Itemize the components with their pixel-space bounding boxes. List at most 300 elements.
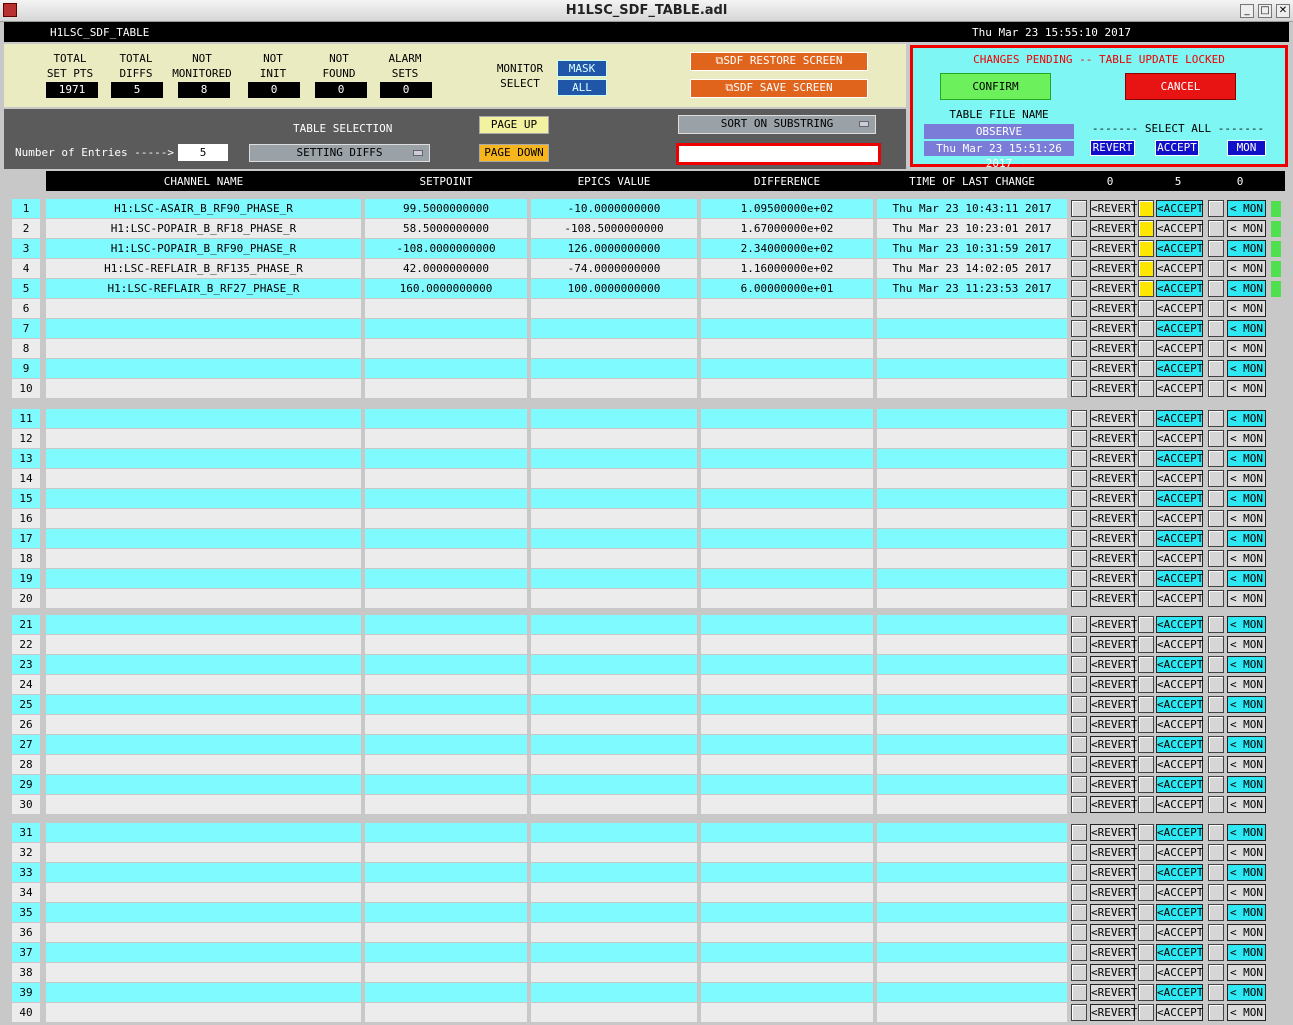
row-mon-button[interactable]: < MON: [1227, 964, 1266, 981]
row-mon-button[interactable]: < MON: [1227, 240, 1266, 257]
accept-checkbox[interactable]: [1138, 590, 1154, 607]
cell-channel-name: [46, 319, 361, 338]
mon-checkbox[interactable]: [1208, 340, 1224, 357]
row-accept-button[interactable]: <ACCEPT: [1157, 638, 1204, 651]
stat-label-line1: NOT: [192, 52, 212, 65]
accept-checkbox[interactable]: [1138, 696, 1154, 713]
row-revert-button[interactable]: <REVERT: [1091, 926, 1138, 939]
cancel-button[interactable]: CANCEL: [1125, 73, 1236, 100]
row-number: 38: [12, 963, 40, 982]
row-revert-button[interactable]: <REVERT: [1091, 758, 1138, 771]
cell-setpoint: [365, 943, 527, 962]
row-mon-button[interactable]: < MON: [1227, 904, 1266, 921]
revert-checkbox[interactable]: [1071, 964, 1087, 981]
row-accept-button[interactable]: <ACCEPT: [1157, 1006, 1204, 1019]
revert-checkbox[interactable]: [1071, 550, 1087, 567]
row-mon-button[interactable]: < MON: [1227, 636, 1266, 653]
revert-checkbox[interactable]: [1071, 260, 1087, 277]
revert-checkbox[interactable]: [1071, 380, 1087, 397]
mon-checkbox[interactable]: [1208, 796, 1224, 813]
cell-time-of-last-change: [877, 863, 1067, 882]
row-mon-button[interactable]: < MON: [1227, 280, 1266, 297]
row-mon-button[interactable]: < MON: [1227, 220, 1266, 237]
accept-checkbox[interactable]: [1138, 944, 1154, 961]
revert-checkbox[interactable]: [1071, 796, 1087, 813]
row-mon-button[interactable]: < MON: [1227, 550, 1266, 567]
row-accept-button[interactable]: <ACCEPT: [1157, 758, 1204, 771]
row-accept-button[interactable]: <ACCEPT: [1157, 382, 1204, 395]
row-accept-button[interactable]: <ACCEPT: [1157, 362, 1204, 375]
revert-checkbox[interactable]: [1071, 410, 1087, 427]
mon-checkbox[interactable]: [1208, 450, 1224, 467]
row-accept-button[interactable]: <ACCEPT: [1157, 592, 1204, 605]
row-revert-button[interactable]: <REVERT: [1091, 222, 1138, 235]
accept-checkbox[interactable]: [1138, 904, 1154, 921]
row-accept-button[interactable]: <ACCEPT: [1157, 432, 1204, 445]
row-mon-button[interactable]: < MON: [1227, 716, 1266, 733]
row-accept-button[interactable]: <ACCEPT: [1157, 738, 1204, 751]
row-mon-button[interactable]: < MON: [1227, 696, 1266, 713]
sdf-restore-screen-button[interactable]: ⧉SDF RESTORE SCREEN: [690, 52, 868, 71]
row-mon-button[interactable]: < MON: [1227, 824, 1266, 841]
row-mon-button[interactable]: < MON: [1227, 340, 1266, 357]
mon-checkbox[interactable]: [1208, 756, 1224, 773]
cell-time-of-last-change: [877, 339, 1067, 358]
mon-checkbox[interactable]: [1208, 200, 1224, 217]
revert-checkbox[interactable]: [1071, 320, 1087, 337]
row-accept-button[interactable]: <ACCEPT: [1157, 242, 1204, 255]
cell-channel-name: [46, 883, 361, 902]
revert-checkbox[interactable]: [1071, 824, 1087, 841]
revert-checkbox[interactable]: [1071, 844, 1087, 861]
row-revert-button[interactable]: <REVERT: [1091, 1006, 1138, 1019]
accept-checkbox[interactable]: [1138, 716, 1154, 733]
row-revert-button[interactable]: <REVERT: [1091, 906, 1138, 919]
row-revert-button[interactable]: <REVERT: [1091, 966, 1138, 979]
accept-checkbox[interactable]: [1138, 616, 1154, 633]
row-revert-button[interactable]: <REVERT: [1091, 678, 1138, 691]
revert-checkbox[interactable]: [1071, 200, 1087, 217]
revert-checkbox[interactable]: [1071, 530, 1087, 547]
row-accept-button[interactable]: <ACCEPT: [1157, 678, 1204, 691]
accept-checkbox[interactable]: [1138, 924, 1154, 941]
window-titlebar[interactable]: [0, 0, 1293, 22]
row-mon-button[interactable]: < MON: [1227, 796, 1266, 813]
mon-checkbox[interactable]: [1208, 550, 1224, 567]
row-accept-button[interactable]: <ACCEPT: [1157, 618, 1204, 631]
row-accept-button[interactable]: <ACCEPT: [1157, 202, 1204, 215]
accept-checkbox[interactable]: [1138, 1004, 1154, 1021]
row-accept-button[interactable]: <ACCEPT: [1157, 222, 1204, 235]
all-button[interactable]: ALL: [557, 79, 607, 96]
row-revert-button[interactable]: <REVERT: [1091, 986, 1138, 999]
mon-checkbox[interactable]: [1208, 984, 1224, 1001]
revert-checkbox[interactable]: [1071, 570, 1087, 587]
cell-setpoint: [365, 695, 527, 714]
revert-checkbox[interactable]: [1071, 756, 1087, 773]
mon-checkbox[interactable]: [1208, 904, 1224, 921]
row-revert-button[interactable]: <REVERT: [1091, 432, 1138, 445]
row-accept-button[interactable]: <ACCEPT: [1157, 826, 1204, 839]
mon-checkbox[interactable]: [1208, 510, 1224, 527]
cell-setpoint: [365, 983, 527, 1002]
select-all-revert-button[interactable]: REVERT: [1090, 140, 1135, 156]
select-all-accept-button[interactable]: ACCEPT: [1155, 140, 1199, 156]
row-mon-button[interactable]: < MON: [1227, 380, 1266, 397]
revert-checkbox[interactable]: [1071, 984, 1087, 1001]
accept-checkbox[interactable]: [1138, 864, 1154, 881]
row-accept-button[interactable]: <ACCEPT: [1157, 532, 1204, 545]
accept-checkbox[interactable]: [1138, 340, 1154, 357]
row-accept-button[interactable]: <ACCEPT: [1157, 906, 1204, 919]
revert-checkbox[interactable]: [1071, 1004, 1087, 1021]
row-mon-button[interactable]: < MON: [1227, 616, 1266, 633]
row-revert-button[interactable]: <REVERT: [1091, 202, 1138, 215]
mon-checkbox[interactable]: [1208, 320, 1224, 337]
row-accept-button[interactable]: <ACCEPT: [1157, 572, 1204, 585]
mon-checkbox[interactable]: [1208, 300, 1224, 317]
mask-button[interactable]: MASK: [557, 60, 607, 77]
row-revert-button[interactable]: <REVERT: [1091, 472, 1138, 485]
row-number: 4: [12, 259, 40, 278]
cell-epics-value: [531, 843, 697, 862]
row-accept-button[interactable]: <ACCEPT: [1157, 262, 1204, 275]
revert-checkbox[interactable]: [1071, 340, 1087, 357]
row-revert-button[interactable]: <REVERT: [1091, 946, 1138, 959]
row-revert-button[interactable]: <REVERT: [1091, 322, 1138, 335]
revert-checkbox[interactable]: [1071, 716, 1087, 733]
substring-input-frame: [676, 143, 881, 165]
row-revert-button[interactable]: <REVERT: [1091, 302, 1138, 315]
row-revert-button[interactable]: <REVERT: [1091, 738, 1138, 751]
row-mon-button[interactable]: < MON: [1227, 410, 1266, 427]
row-mon-button[interactable]: < MON: [1227, 844, 1266, 861]
cell-epics-value: [531, 429, 697, 448]
revert-checkbox[interactable]: [1071, 360, 1087, 377]
row-mon-button[interactable]: < MON: [1227, 756, 1266, 773]
accept-checkbox[interactable]: [1138, 984, 1154, 1001]
accept-checkbox[interactable]: [1138, 570, 1154, 587]
row-revert-button[interactable]: <REVERT: [1091, 382, 1138, 395]
mon-checkbox[interactable]: [1208, 736, 1224, 753]
revert-checkbox[interactable]: [1071, 490, 1087, 507]
cell-time-of-last-change: [877, 429, 1067, 448]
mon-checkbox[interactable]: [1208, 1004, 1224, 1021]
mon-checkbox[interactable]: [1208, 716, 1224, 733]
accept-checkbox[interactable]: [1138, 884, 1154, 901]
row-accept-button[interactable]: <ACCEPT: [1157, 966, 1204, 979]
accept-checkbox[interactable]: [1138, 550, 1154, 567]
row-mon-button[interactable]: < MON: [1227, 570, 1266, 587]
row-revert-button[interactable]: <REVERT: [1091, 452, 1138, 465]
accept-checkbox[interactable]: [1138, 636, 1154, 653]
row-accept-button[interactable]: <ACCEPT: [1157, 492, 1204, 505]
row-revert-button[interactable]: <REVERT: [1091, 826, 1138, 839]
mon-checkbox[interactable]: [1208, 260, 1224, 277]
cell-difference: [701, 843, 873, 862]
close-button[interactable]: ✕: [1276, 4, 1290, 18]
mon-checkbox[interactable]: [1208, 470, 1224, 487]
mon-checkbox[interactable]: [1208, 530, 1224, 547]
row-number: 33: [12, 863, 40, 882]
accept-checkbox[interactable]: [1138, 380, 1154, 397]
table-selection-label: TABLE SELECTION: [293, 122, 393, 135]
cell-epics-value: [531, 1003, 697, 1022]
row-revert-button[interactable]: <REVERT: [1091, 618, 1138, 631]
row-mon-button[interactable]: < MON: [1227, 656, 1266, 673]
row-accept-button[interactable]: <ACCEPT: [1157, 282, 1204, 295]
row-accept-button[interactable]: <ACCEPT: [1157, 798, 1204, 811]
accept-checkbox[interactable]: [1138, 300, 1154, 317]
row-mon-button[interactable]: < MON: [1227, 450, 1266, 467]
cell-time-of-last-change: Thu Mar 23 11:23:53 2017: [877, 279, 1067, 298]
row-revert-button[interactable]: <REVERT: [1091, 362, 1138, 375]
page-down-button[interactable]: PAGE DOWN: [479, 144, 549, 162]
row-revert-button[interactable]: <REVERT: [1091, 866, 1138, 879]
revert-checkbox[interactable]: [1071, 240, 1087, 257]
row-revert-button[interactable]: <REVERT: [1091, 886, 1138, 899]
row-revert-button[interactable]: <REVERT: [1091, 658, 1138, 671]
accept-checkbox[interactable]: [1138, 240, 1154, 257]
select-all-mon-button[interactable]: MON: [1227, 140, 1266, 156]
mon-checkbox[interactable]: [1208, 636, 1224, 653]
row-mon-button[interactable]: < MON: [1227, 776, 1266, 793]
revert-checkbox[interactable]: [1071, 656, 1087, 673]
mon-checkbox[interactable]: [1208, 696, 1224, 713]
revert-checkbox[interactable]: [1071, 636, 1087, 653]
cell-epics-value: [531, 715, 697, 734]
row-mon-button[interactable]: < MON: [1227, 984, 1266, 1001]
row-mon-button[interactable]: < MON: [1227, 490, 1266, 507]
accept-checkbox[interactable]: [1138, 260, 1154, 277]
mon-checkbox[interactable]: [1208, 430, 1224, 447]
revert-checkbox[interactable]: [1071, 776, 1087, 793]
cell-channel-name: [46, 469, 361, 488]
row-revert-button[interactable]: <REVERT: [1091, 412, 1138, 425]
accept-checkbox[interactable]: [1138, 844, 1154, 861]
mon-checkbox[interactable]: [1208, 884, 1224, 901]
row-accept-button[interactable]: <ACCEPT: [1157, 718, 1204, 731]
row-accept-button[interactable]: <ACCEPT: [1157, 658, 1204, 671]
row-accept-button[interactable]: <ACCEPT: [1157, 342, 1204, 355]
row-revert-button[interactable]: <REVERT: [1091, 846, 1138, 859]
row-accept-button[interactable]: <ACCEPT: [1157, 866, 1204, 879]
row-revert-button[interactable]: <REVERT: [1091, 638, 1138, 651]
accept-checkbox[interactable]: [1138, 964, 1154, 981]
cell-time-of-last-change: [877, 983, 1067, 1002]
cell-difference: [701, 359, 873, 378]
row-revert-button[interactable]: <REVERT: [1091, 778, 1138, 791]
mon-checkbox[interactable]: [1208, 944, 1224, 961]
row-revert-button[interactable]: <REVERT: [1091, 698, 1138, 711]
revert-checkbox[interactable]: [1071, 924, 1087, 941]
revert-checkbox[interactable]: [1071, 884, 1087, 901]
revert-checkbox[interactable]: [1071, 676, 1087, 693]
accept-checkbox[interactable]: [1138, 656, 1154, 673]
cell-difference: [701, 963, 873, 982]
mon-checkbox[interactable]: [1208, 380, 1224, 397]
cell-channel-name: [46, 715, 361, 734]
mon-checkbox[interactable]: [1208, 924, 1224, 941]
revert-checkbox[interactable]: [1071, 430, 1087, 447]
row-mon-button[interactable]: < MON: [1227, 924, 1266, 941]
mon-checkbox[interactable]: [1208, 776, 1224, 793]
cell-time-of-last-change: [877, 883, 1067, 902]
mon-checkbox[interactable]: [1208, 964, 1224, 981]
cell-setpoint: 160.0000000000: [365, 279, 527, 298]
row-accept-button[interactable]: <ACCEPT: [1157, 986, 1204, 999]
mon-checkbox[interactable]: [1208, 360, 1224, 377]
pending-message: CHANGES PENDING -- TABLE UPDATE LOCKED: [973, 53, 1225, 66]
mon-count: 0: [1236, 175, 1244, 188]
row-accept-button[interactable]: <ACCEPT: [1157, 302, 1204, 315]
mon-checkbox[interactable]: [1208, 864, 1224, 881]
sort-on-substring-menu[interactable]: [678, 115, 876, 134]
row-revert-button[interactable]: <REVERT: [1091, 282, 1138, 295]
accept-checkbox[interactable]: [1138, 796, 1154, 813]
page-up-button[interactable]: PAGE UP: [479, 116, 549, 134]
accept-checkbox[interactable]: [1138, 410, 1154, 427]
mon-checkbox[interactable]: [1208, 824, 1224, 841]
mon-checkbox[interactable]: [1208, 656, 1224, 673]
row-revert-button[interactable]: <REVERT: [1091, 262, 1138, 275]
revert-checkbox[interactable]: [1071, 590, 1087, 607]
revert-checkbox[interactable]: [1071, 470, 1087, 487]
cell-time-of-last-change: [877, 549, 1067, 568]
row-accept-button[interactable]: <ACCEPT: [1157, 412, 1204, 425]
row-mon-button[interactable]: < MON: [1227, 200, 1266, 217]
row-mon-button[interactable]: < MON: [1227, 530, 1266, 547]
row-accept-button[interactable]: <ACCEPT: [1157, 512, 1204, 525]
accept-checkbox[interactable]: [1138, 280, 1154, 297]
row-accept-button[interactable]: <ACCEPT: [1157, 886, 1204, 899]
row-mon-button[interactable]: < MON: [1227, 260, 1266, 277]
row-revert-button[interactable]: <REVERT: [1091, 532, 1138, 545]
row-accept-button[interactable]: <ACCEPT: [1157, 322, 1204, 335]
row-accept-button[interactable]: <ACCEPT: [1157, 698, 1204, 711]
table-selection-menu[interactable]: [249, 144, 430, 162]
accept-checkbox[interactable]: [1138, 736, 1154, 753]
revert-checkbox[interactable]: [1071, 616, 1087, 633]
maximize-button[interactable]: □: [1258, 4, 1272, 18]
revert-checkbox[interactable]: [1071, 450, 1087, 467]
row-mon-button[interactable]: < MON: [1227, 510, 1266, 527]
row-revert-button[interactable]: <REVERT: [1091, 512, 1138, 525]
accept-checkbox[interactable]: [1138, 756, 1154, 773]
row-revert-button[interactable]: <REVERT: [1091, 572, 1138, 585]
accept-checkbox[interactable]: [1138, 776, 1154, 793]
row-mon-button[interactable]: < MON: [1227, 360, 1266, 377]
row-revert-button[interactable]: <REVERT: [1091, 718, 1138, 731]
cell-time-of-last-change: [877, 823, 1067, 842]
accept-checkbox[interactable]: [1138, 220, 1154, 237]
cell-channel-name: [46, 339, 361, 358]
row-accept-button[interactable]: <ACCEPT: [1157, 846, 1204, 859]
row-accept-button[interactable]: <ACCEPT: [1157, 472, 1204, 485]
revert-checkbox[interactable]: [1071, 300, 1087, 317]
row-accept-button[interactable]: <ACCEPT: [1157, 946, 1204, 959]
row-mon-button[interactable]: < MON: [1227, 884, 1266, 901]
row-mon-button[interactable]: < MON: [1227, 470, 1266, 487]
mon-checkbox[interactable]: [1208, 280, 1224, 297]
accept-checkbox[interactable]: [1138, 676, 1154, 693]
accept-checkbox[interactable]: [1138, 510, 1154, 527]
row-revert-button[interactable]: <REVERT: [1091, 592, 1138, 605]
minimize-button[interactable]: _: [1240, 4, 1254, 18]
stat-label-line2: SETS: [391, 67, 419, 80]
cell-setpoint: [365, 863, 527, 882]
confirm-button[interactable]: CONFIRM: [940, 73, 1051, 100]
stat-label-line2: MONITORED: [172, 67, 232, 80]
row-revert-button[interactable]: <REVERT: [1091, 798, 1138, 811]
row-revert-button[interactable]: <REVERT: [1091, 342, 1138, 355]
sdf-save-screen-button[interactable]: ⧉SDF SAVE SCREEN: [690, 79, 868, 98]
row-mon-button[interactable]: < MON: [1227, 300, 1266, 317]
revert-checkbox[interactable]: [1071, 904, 1087, 921]
accept-checkbox[interactable]: [1138, 430, 1154, 447]
accept-checkbox[interactable]: [1138, 490, 1154, 507]
row-mon-button[interactable]: < MON: [1227, 864, 1266, 881]
row-mon-button[interactable]: < MON: [1227, 1004, 1266, 1021]
row-number: 8: [12, 339, 40, 358]
row-mon-button[interactable]: < MON: [1227, 944, 1266, 961]
accept-checkbox[interactable]: [1138, 450, 1154, 467]
row-mon-button[interactable]: < MON: [1227, 430, 1266, 447]
accept-checkbox[interactable]: [1138, 824, 1154, 841]
revert-checkbox[interactable]: [1071, 944, 1087, 961]
row-revert-button[interactable]: <REVERT: [1091, 552, 1138, 565]
revert-checkbox[interactable]: [1071, 510, 1087, 527]
row-accept-button[interactable]: <ACCEPT: [1157, 452, 1204, 465]
mon-checkbox[interactable]: [1208, 410, 1224, 427]
revert-checkbox[interactable]: [1071, 736, 1087, 753]
mon-checkbox[interactable]: [1208, 240, 1224, 257]
cell-epics-value: [531, 469, 697, 488]
revert-checkbox[interactable]: [1071, 864, 1087, 881]
accept-checkbox[interactable]: [1138, 470, 1154, 487]
revert-checkbox[interactable]: [1071, 696, 1087, 713]
mon-checkbox[interactable]: [1208, 220, 1224, 237]
accept-checkbox[interactable]: [1138, 360, 1154, 377]
revert-checkbox[interactable]: [1071, 220, 1087, 237]
row-revert-button[interactable]: <REVERT: [1091, 242, 1138, 255]
row-accept-button[interactable]: <ACCEPT: [1157, 778, 1204, 791]
row-mon-button[interactable]: < MON: [1227, 676, 1266, 693]
accept-checkbox[interactable]: [1138, 530, 1154, 547]
mon-checkbox[interactable]: [1208, 570, 1224, 587]
row-mon-button[interactable]: < MON: [1227, 736, 1266, 753]
stat-label: [35, 51, 105, 81]
cell-difference: [701, 715, 873, 734]
row-accept-button[interactable]: <ACCEPT: [1157, 926, 1204, 939]
accept-checkbox[interactable]: [1138, 320, 1154, 337]
row-revert-button[interactable]: <REVERT: [1091, 492, 1138, 505]
accept-checkbox[interactable]: [1138, 200, 1154, 217]
mon-checkbox[interactable]: [1208, 844, 1224, 861]
row-accept-button[interactable]: <ACCEPT: [1157, 552, 1204, 565]
row-number: 23: [12, 655, 40, 674]
mon-checkbox[interactable]: [1208, 676, 1224, 693]
mon-checkbox[interactable]: [1208, 590, 1224, 607]
row-mon-button[interactable]: < MON: [1227, 320, 1266, 337]
mon-checkbox[interactable]: [1208, 616, 1224, 633]
mon-checkbox[interactable]: [1208, 490, 1224, 507]
row-mon-button[interactable]: < MON: [1227, 590, 1266, 607]
stat-label-line2: SET PTS: [46, 67, 94, 80]
revert-checkbox[interactable]: [1071, 280, 1087, 297]
substring-input[interactable]: [679, 146, 878, 162]
cell-epics-value: [531, 675, 697, 694]
